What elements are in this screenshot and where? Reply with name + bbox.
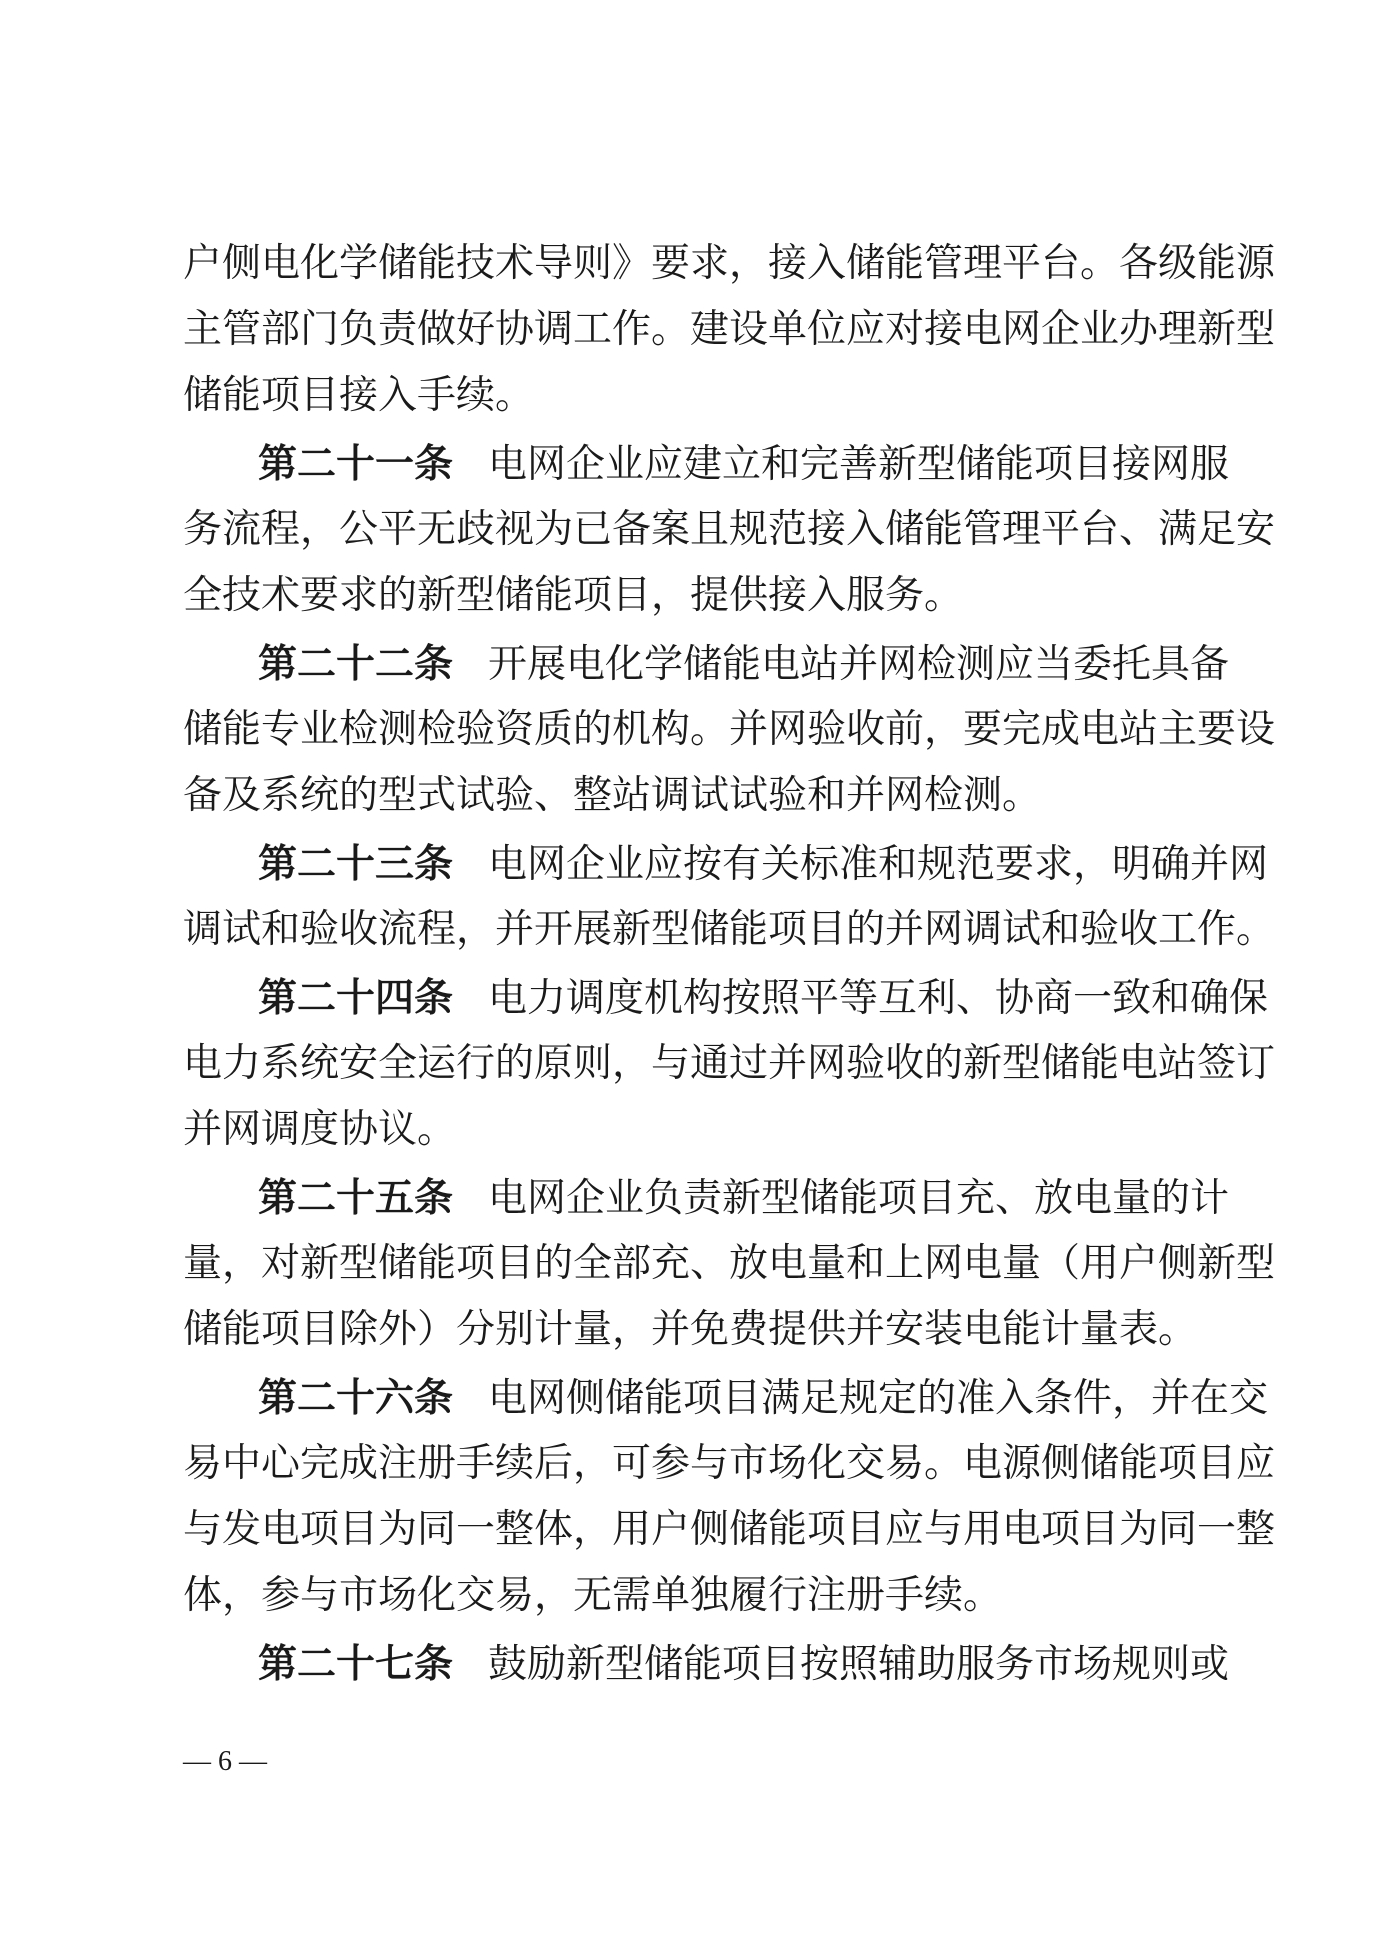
text-line: 体，参与市场化交易，无需单独履行注册手续。	[183, 1573, 1003, 1618]
text-line: 务流程，公平无歧视为已备案且规范接入储能管理平台、满足安	[183, 507, 1276, 552]
article-heading: 第二十二条	[258, 641, 454, 687]
article-heading: 第二十五条	[258, 1175, 454, 1221]
page-number: — 6 —	[183, 1746, 267, 1777]
article-first-line	[258, 831, 1269, 897]
text-line: 电力系统安全运行的原则，与通过并网验收的新型储能电站签订	[183, 1041, 1276, 1086]
text-line: 备及系统的型式试验、整站调试试验和并网检测。	[183, 773, 1042, 818]
text-line: 储能专业检测检验资质的机构。并网验收前，要完成电站主要设	[183, 707, 1276, 752]
article-first-line	[258, 1165, 1230, 1231]
article-heading: 第二十一条	[258, 441, 454, 487]
article-text: 开展电化学储能电站并网检测应当委托具备	[488, 642, 1230, 687]
text-line: 易中心完成注册手续后，可参与市场化交易。电源侧储能项目应	[183, 1441, 1276, 1486]
article-first-line	[258, 631, 1230, 697]
article-text: 电网企业应按有关标准和规范要求，明确并网	[488, 842, 1269, 887]
article-first-line	[258, 1631, 1230, 1697]
article-first-line	[258, 431, 1230, 497]
text-line: 量，对新型储能项目的全部充、放电量和上网电量（用户侧新型	[183, 1241, 1276, 1286]
article-first-line	[258, 1365, 1269, 1431]
text-line: 储能项目接入手续。	[183, 373, 535, 418]
article-text: 鼓励新型储能项目按照辅助服务市场规则或	[488, 1642, 1230, 1687]
article-heading: 第二十七条	[258, 1641, 454, 1687]
text-line: 储能项目除外）分别计量，并免费提供并安装电能计量表。	[183, 1307, 1198, 1352]
text-line: 调试和验收流程，并开展新型储能项目的并网调试和验收工作。	[183, 907, 1276, 952]
article-first-line	[258, 965, 1269, 1031]
article-text: 电网企业负责新型储能项目充、放电量的计	[488, 1176, 1230, 1221]
text-line: 全技术要求的新型储能项目，提供接入服务。	[183, 573, 964, 618]
text-line: 户侧电化学储能技术导则》要求，接入储能管理平台。各级能源	[183, 241, 1276, 286]
article-heading: 第二十四条	[258, 975, 454, 1021]
article-text: 电网企业应建立和完善新型储能项目接网服	[488, 442, 1230, 487]
text-line: 与发电项目为同一整体，用户侧储能项目应与用电项目为同一整	[183, 1507, 1276, 1552]
article-heading: 第二十三条	[258, 841, 454, 887]
text-line: 并网调度协议。	[183, 1107, 457, 1152]
article-text: 电力调度机构按照平等互利、协商一致和确保	[488, 976, 1269, 1021]
text-line: 主管部门负责做好协调工作。建设单位应对接电网企业办理新型	[183, 307, 1276, 352]
article-heading: 第二十六条	[258, 1375, 454, 1421]
article-text: 电网侧储能项目满足规定的准入条件，并在交	[488, 1376, 1269, 1421]
